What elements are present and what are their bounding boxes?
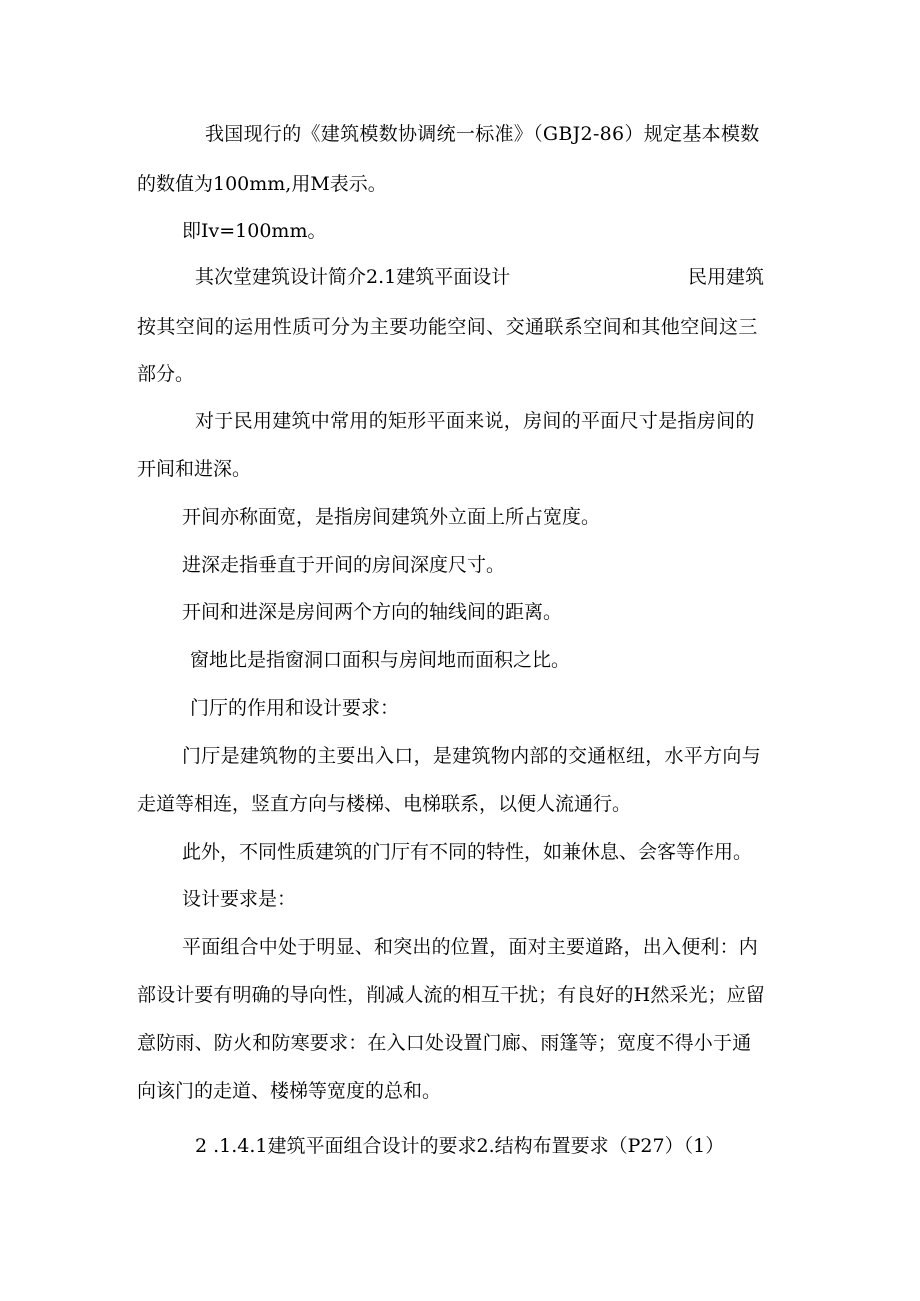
section-heading: 其次堂建筑设计简介2.1建筑平面设计 xyxy=(195,266,511,288)
paragraph-line: 的数值为100mm,用M表示。 xyxy=(137,173,387,195)
paragraph-line: 窗地比是指窗洞口面积与房间地而面积之比。 xyxy=(190,649,571,671)
paragraph-line: 意防雨、防火和防寒要求：在入口处设置门廊、雨篷等；宽度不得小于通 xyxy=(137,1032,752,1054)
paragraph-line: 我国现行的《建筑模数协调统一标准》（GBJ2-86）规定基本模数 xyxy=(205,123,760,145)
paragraph-line: 开间亦称面宽，是指房间建筑外立面上所占宽度。 xyxy=(182,506,601,528)
paragraph-line: 进深走指垂直于开间的房间深度尺寸。 xyxy=(182,554,506,576)
paragraph-line: 即Iv=100mm。 xyxy=(182,220,327,242)
paragraph-line: 平面组合中处于明显、和突出的位置，面对主要道路，出入便利：内 xyxy=(182,936,759,958)
paragraph-line: 按其空间的运用性质可分为主要功能空间、交通联系空间和其他空间这三 xyxy=(137,316,758,338)
paragraph-line: 此外，不同性质建筑的门厅有不同的特性，如兼休息、会客等作用。 xyxy=(182,841,753,863)
paragraph-line: 走道等相连，竖直方向与楼梯、电梯联系，以便人流通行。 xyxy=(137,793,632,815)
paragraph-line: 对于民用建筑中常用的矩形平面来说，房间的平面尺寸是指房间的 xyxy=(195,410,755,432)
paragraph-line: 设计要求是： xyxy=(182,888,297,910)
paragraph-line: 2 .1.4.1建筑平面组合设计的要求2.结构布置要求（P27）（1） xyxy=(195,1135,725,1157)
paragraph-line: 开间和进深是房间两个方向的轴线间的距离。 xyxy=(182,601,563,623)
paragraph-line: 门厅的作用和设计要求： xyxy=(190,697,400,719)
paragraph-line: 部设计要有明确的导向性，削减人流的相互干扰；有良好的H然采光；应留 xyxy=(137,984,765,1006)
section-heading-right: 民用建筑 xyxy=(688,266,765,288)
paragraph-line: 门厅是建筑物的主要出入口，是建筑物内部的交通枢纽，水平方向与 xyxy=(182,745,762,767)
paragraph-line: 开间和进深。 xyxy=(137,458,252,480)
paragraph-line: 部分。 xyxy=(137,363,195,385)
paragraph-line: 向该门的走道、楼梯等宽度的总和。 xyxy=(137,1080,442,1102)
